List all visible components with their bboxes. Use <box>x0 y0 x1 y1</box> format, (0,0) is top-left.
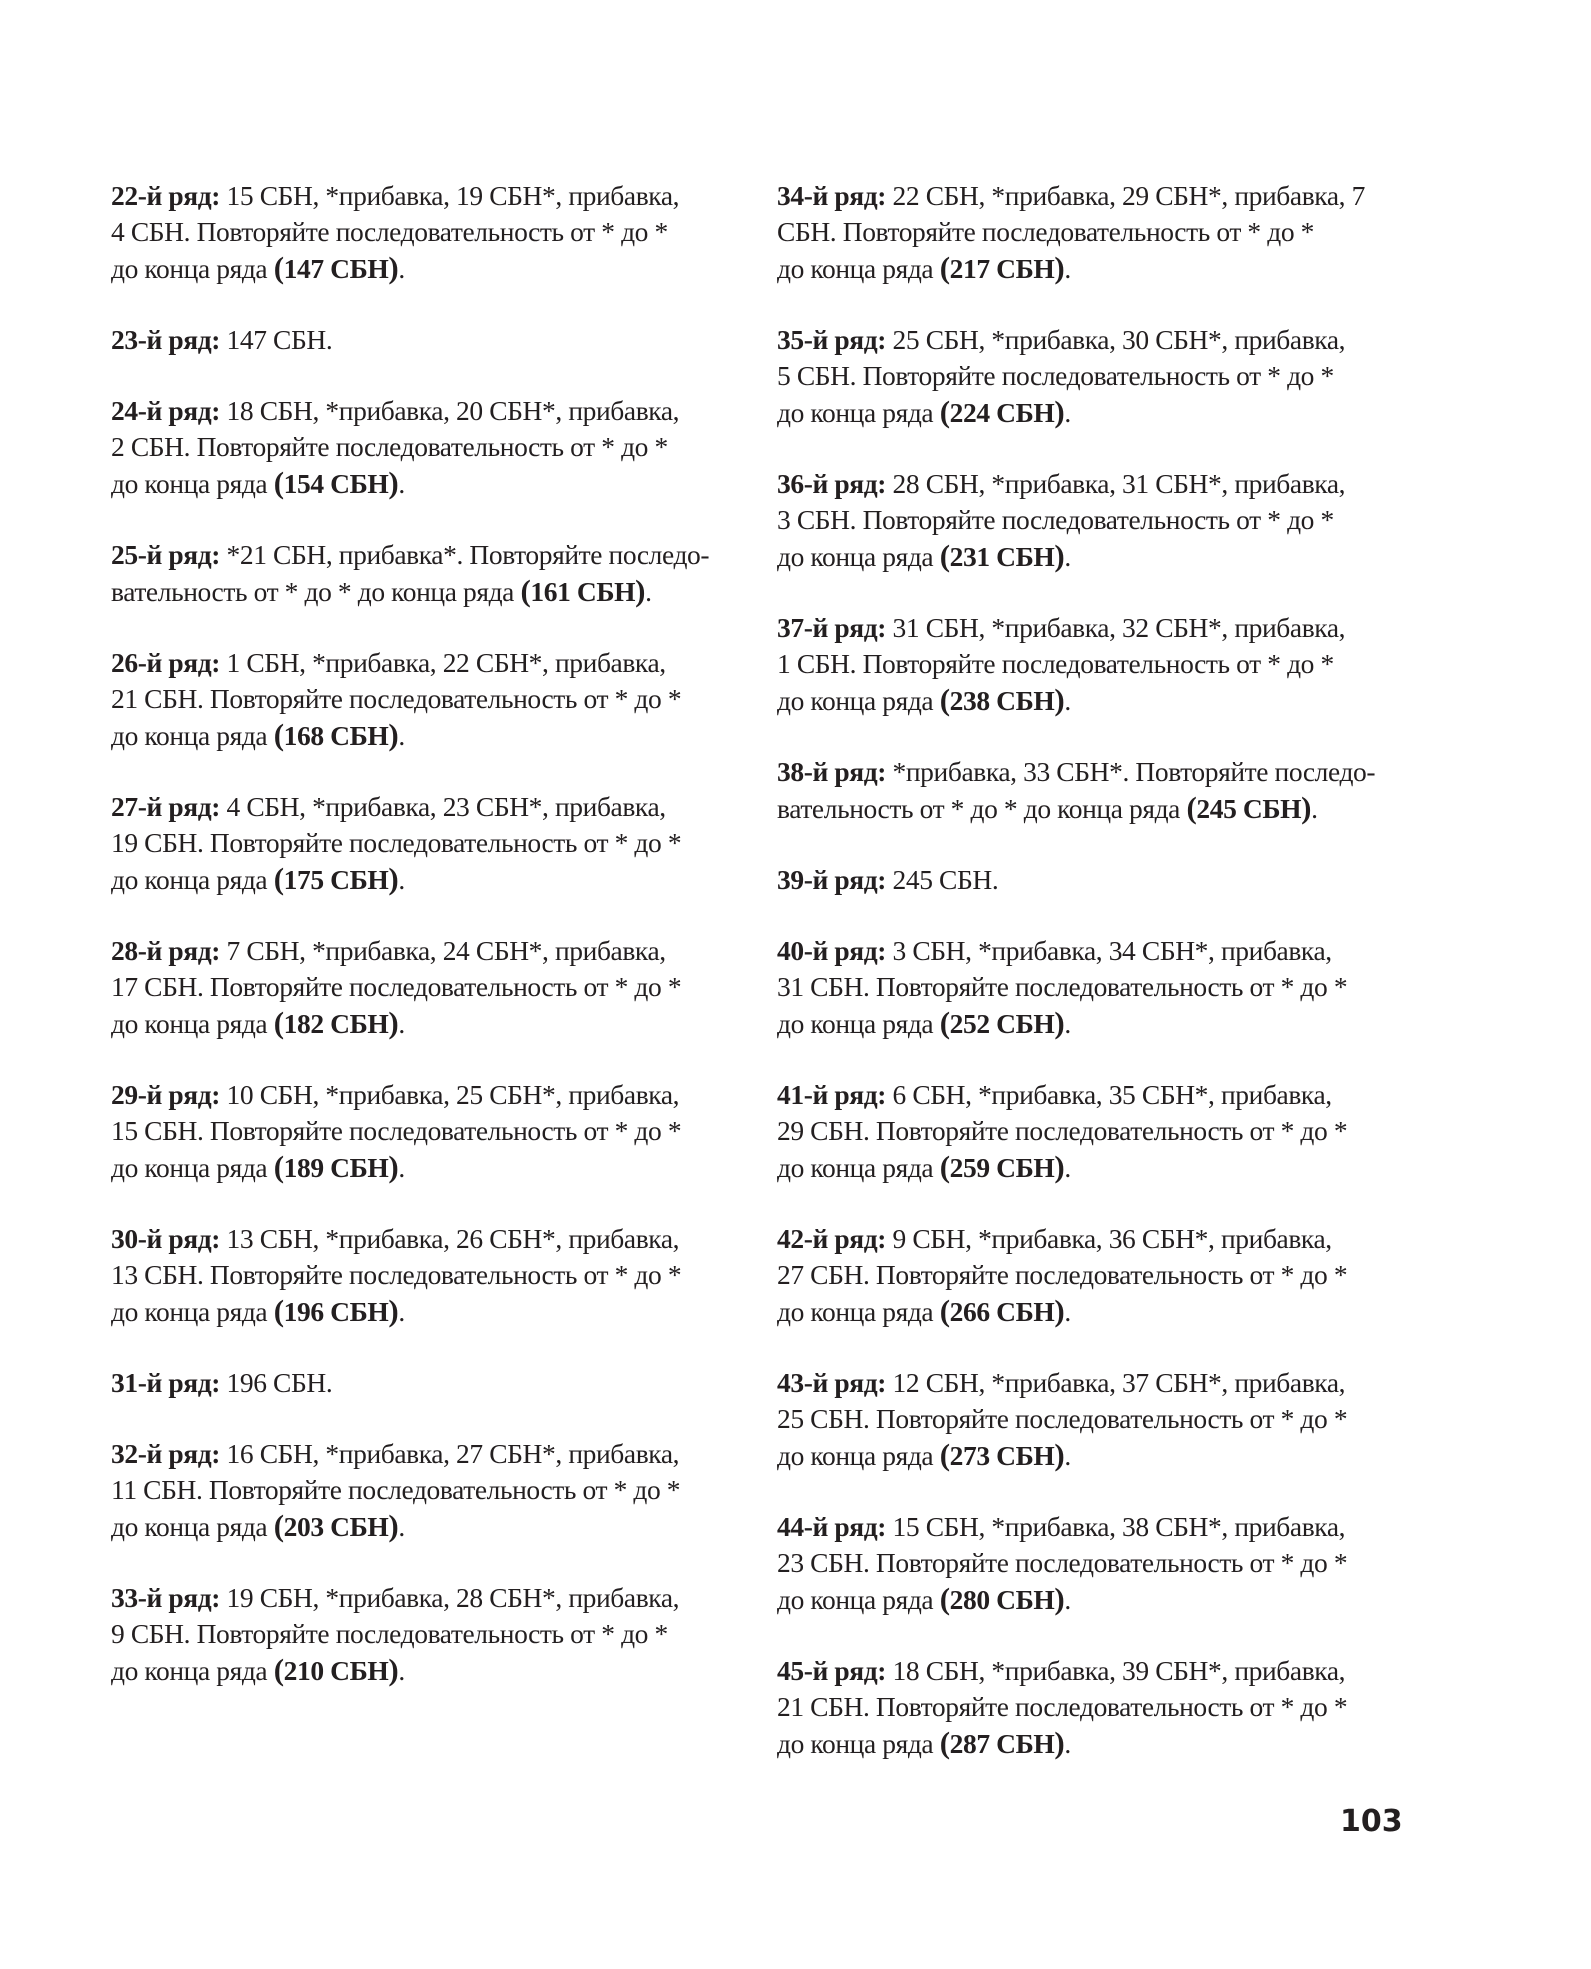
paren-open: ( <box>939 682 950 717</box>
row-end-punct: . <box>1064 1584 1071 1615</box>
stitch-total: 280 СБН <box>949 1584 1055 1615</box>
row-text: 1 СБН, *прибавка, 22 СБН*, прибавка, <box>226 647 666 678</box>
row-instruction <box>111 1436 711 1545</box>
row-text: до конца ряда <box>111 864 274 895</box>
stitch-total: 231 СБН <box>949 541 1055 572</box>
row-text: до конца ряда <box>111 1511 274 1542</box>
instruction-line <box>111 322 711 358</box>
stitch-total: 182 СБН <box>283 1008 389 1039</box>
row-text: до конца ряда <box>777 253 940 284</box>
paren-open: ( <box>273 1293 284 1328</box>
row-label: 31-й ряд: <box>111 1367 221 1398</box>
paren-open: ( <box>273 861 284 896</box>
row-end-punct: . <box>1064 1728 1071 1759</box>
row-text: 12 СБН, *прибавка, 37 СБН*, прибавка, <box>892 1367 1346 1398</box>
row-text: 25 СБН. Повторяйте последовательность от * до * <box>777 1403 1348 1434</box>
paren-close: ) <box>1301 790 1312 825</box>
instruction-line <box>777 1293 1377 1330</box>
row-instruction <box>111 537 711 610</box>
row-text: до конца ряда <box>777 541 940 572</box>
row-label: 37-й ряд: <box>777 612 887 643</box>
instruction-line <box>111 1293 711 1330</box>
paren-close: ) <box>1054 1149 1065 1184</box>
row-text: 21 СБН. Повторяйте последовательность от * до * <box>777 1691 1348 1722</box>
paren-open: ( <box>939 1293 950 1328</box>
row-label: 28-й ряд: <box>111 935 221 966</box>
right-column <box>777 178 1377 1797</box>
paren-open: ( <box>273 1508 284 1543</box>
row-label: 45-й ряд: <box>777 1655 887 1686</box>
stitch-total: 189 СБН <box>283 1152 389 1183</box>
instruction-line <box>777 790 1377 827</box>
instruction-line <box>111 178 711 214</box>
instruction-line <box>777 933 1377 969</box>
row-text: 13 СБН. Повторяйте последовательность от * до * <box>111 1259 682 1290</box>
row-text: 4 СБН. Повторяйте последовательность от * до * <box>111 216 668 247</box>
row-end-punct: . <box>1064 1296 1071 1327</box>
row-label: 41-й ряд: <box>777 1079 887 1110</box>
instruction-line <box>777 1509 1377 1545</box>
instruction-line <box>777 394 1377 431</box>
instruction-line <box>111 250 711 287</box>
row-text: до конца ряда <box>777 1440 940 1471</box>
instruction-line <box>777 1221 1377 1257</box>
row-instruction <box>111 645 711 754</box>
paren-open: ( <box>273 465 284 500</box>
stitch-total: 196 СБН <box>283 1296 389 1327</box>
stitch-total: 245 СБН <box>1196 793 1302 824</box>
row-end-punct: . <box>1064 1008 1071 1039</box>
row-instruction <box>111 1221 711 1330</box>
instruction-line <box>777 969 1377 1005</box>
row-end-punct: . <box>1064 541 1071 572</box>
row-text: 15 СБН, *прибавка, 19 СБН*, прибавка, <box>226 180 680 211</box>
paren-open: ( <box>939 1149 950 1184</box>
paren-close: ) <box>388 1652 399 1687</box>
paren-open: ( <box>273 250 284 285</box>
instruction-line <box>111 1580 711 1616</box>
row-instruction <box>777 1365 1377 1474</box>
row-label: 34-й ряд: <box>777 180 887 211</box>
instruction-line <box>777 466 1377 502</box>
row-label: 25-й ряд: <box>111 539 221 570</box>
instruction-line <box>111 393 711 429</box>
row-end-punct: . <box>398 1655 405 1686</box>
row-instruction <box>777 610 1377 719</box>
row-end-punct: . <box>398 864 405 895</box>
instruction-line <box>111 933 711 969</box>
instruction-line <box>777 754 1377 790</box>
instruction-line <box>111 969 711 1005</box>
stitch-total: 161 СБН <box>530 576 636 607</box>
row-text: 15 СБН. Повторяйте последовательность от * до * <box>111 1115 682 1146</box>
row-end-punct: . <box>1064 397 1071 428</box>
row-text: 23 СБН. Повторяйте последовательность от * до * <box>777 1547 1348 1578</box>
stitch-total: 168 СБН <box>283 720 389 751</box>
paren-open: ( <box>939 1581 950 1616</box>
row-label: 36-й ряд: <box>777 468 887 499</box>
row-text: 245 СБН. <box>892 864 999 895</box>
paren-close: ) <box>1054 538 1065 573</box>
row-label: 44-й ряд: <box>777 1511 887 1542</box>
paren-open: ( <box>273 1149 284 1184</box>
row-text: 7 СБН, *прибавка, 24 СБН*, прибавка, <box>226 935 666 966</box>
row-text: 9 СБН. Повторяйте последовательность от * до * <box>111 1618 668 1649</box>
row-end-punct: . <box>1064 685 1071 716</box>
row-text: вательность от * до * до конца ряда <box>777 793 1187 824</box>
row-label: 27-й ряд: <box>111 791 221 822</box>
instruction-line <box>111 1616 711 1652</box>
instruction-line <box>111 1077 711 1113</box>
row-instruction <box>111 322 711 358</box>
paren-close: ) <box>635 573 646 608</box>
stitch-total: 266 СБН <box>949 1296 1055 1327</box>
row-text: 6 СБН, *прибавка, 35 СБН*, прибавка, <box>892 1079 1332 1110</box>
row-text: до конца ряда <box>777 1152 940 1183</box>
instruction-line <box>777 1545 1377 1581</box>
stitch-total: 287 СБН <box>949 1728 1055 1759</box>
row-text: до конца ряда <box>777 397 940 428</box>
row-end-punct: . <box>398 1008 405 1039</box>
row-text: 3 СБН. Повторяйте последовательность от * до * <box>777 504 1334 535</box>
row-instruction <box>777 933 1377 1042</box>
instruction-line <box>111 573 711 610</box>
paren-close: ) <box>388 465 399 500</box>
row-text: до конца ряда <box>777 685 940 716</box>
page-number: 103 <box>1340 1804 1403 1839</box>
instruction-line <box>777 1005 1377 1042</box>
paren-close: ) <box>388 1293 399 1328</box>
row-instruction <box>777 754 1377 827</box>
row-text: 16 СБН, *прибавка, 27 СБН*, прибавка, <box>226 1438 680 1469</box>
paren-close: ) <box>1054 1437 1065 1472</box>
instruction-line <box>777 1401 1377 1437</box>
instruction-line <box>111 789 711 825</box>
row-text: СБН. Повторяйте последовательность от * до * <box>777 216 1315 247</box>
instruction-line <box>111 717 711 754</box>
row-label: 23-й ряд: <box>111 324 221 355</box>
row-text: 2 СБН. Повторяйте последовательность от * до * <box>111 431 668 462</box>
stitch-total: 175 СБН <box>283 864 389 895</box>
row-end-punct: . <box>398 1152 405 1183</box>
paren-close: ) <box>388 250 399 285</box>
instruction-line <box>111 1005 711 1042</box>
row-label: 26-й ряд: <box>111 647 221 678</box>
paren-close: ) <box>388 1005 399 1040</box>
row-text: 17 СБН. Повторяйте последовательность от * до * <box>111 971 682 1002</box>
instruction-line <box>777 862 1377 898</box>
paren-close: ) <box>388 1508 399 1543</box>
row-text: до конца ряда <box>777 1584 940 1615</box>
instruction-line <box>111 861 711 898</box>
row-label: 32-й ряд: <box>111 1438 221 1469</box>
paren-close: ) <box>1054 1293 1065 1328</box>
instruction-line <box>111 645 711 681</box>
paren-close: ) <box>1054 394 1065 429</box>
instruction-line <box>111 429 711 465</box>
instruction-line <box>111 465 711 502</box>
instruction-line <box>777 682 1377 719</box>
paren-close: ) <box>1054 1005 1065 1040</box>
instruction-line <box>111 681 711 717</box>
row-text: до конца ряда <box>777 1008 940 1039</box>
paren-close: ) <box>388 861 399 896</box>
row-label: 35-й ряд: <box>777 324 887 355</box>
row-text: 1 СБН. Повторяйте последовательность от * до * <box>777 648 1334 679</box>
row-instruction <box>111 1365 711 1401</box>
instruction-line <box>777 1113 1377 1149</box>
row-text: 31 СБН. Повторяйте последовательность от * до * <box>777 971 1348 1002</box>
row-text: 196 СБН. <box>226 1367 333 1398</box>
instruction-line <box>777 1365 1377 1401</box>
paren-close: ) <box>388 717 399 752</box>
stitch-total: 224 СБН <box>949 397 1055 428</box>
row-end-punct: . <box>1064 1152 1071 1183</box>
row-text: *21 СБН, прибавка*. Повторяйте последо- <box>226 539 710 570</box>
row-text: 18 СБН, *прибавка, 39 СБН*, прибавка, <box>892 1655 1346 1686</box>
stitch-total: 210 СБН <box>283 1655 389 1686</box>
row-text: 25 СБН, *прибавка, 30 СБН*, прибавка, <box>892 324 1346 355</box>
paren-open: ( <box>939 394 950 429</box>
row-instruction <box>111 393 711 502</box>
row-text: 13 СБН, *прибавка, 26 СБН*, прибавка, <box>226 1223 680 1254</box>
row-instruction <box>111 1580 711 1689</box>
instruction-line <box>111 1149 711 1186</box>
instruction-line <box>111 1257 711 1293</box>
row-instruction <box>777 1653 1377 1762</box>
stitch-total: 203 СБН <box>283 1511 389 1542</box>
instruction-line <box>111 825 711 861</box>
stitch-total: 273 СБН <box>949 1440 1055 1471</box>
row-label: 33-й ряд: <box>111 1582 221 1613</box>
instruction-line <box>777 1437 1377 1474</box>
row-instruction <box>111 1077 711 1186</box>
row-text: до конца ряда <box>111 1008 274 1039</box>
row-text: до конца ряда <box>111 1655 274 1686</box>
row-end-punct: . <box>398 1296 405 1327</box>
instruction-line <box>111 1365 711 1401</box>
row-text: до конца ряда <box>777 1296 940 1327</box>
stitch-total: 238 СБН <box>949 685 1055 716</box>
instruction-line <box>777 1149 1377 1186</box>
paren-close: ) <box>1054 1581 1065 1616</box>
instruction-line <box>777 1689 1377 1725</box>
paren-open: ( <box>273 717 284 752</box>
instruction-line <box>777 1581 1377 1618</box>
row-end-punct: . <box>1064 1440 1071 1471</box>
row-text: 4 СБН, *прибавка, 23 СБН*, прибавка, <box>226 791 666 822</box>
paren-open: ( <box>273 1652 284 1687</box>
instruction-line <box>111 1472 711 1508</box>
row-text: до конца ряда <box>111 468 274 499</box>
paren-close: ) <box>1054 250 1065 285</box>
row-instruction <box>777 862 1377 898</box>
row-label: 30-й ряд: <box>111 1223 221 1254</box>
stitch-total: 252 СБН <box>949 1008 1055 1039</box>
row-label: 40-й ряд: <box>777 935 887 966</box>
row-label: 43-й ряд: <box>777 1367 887 1398</box>
instruction-line <box>111 1652 711 1689</box>
row-text: до конца ряда <box>111 1296 274 1327</box>
row-instruction <box>777 322 1377 431</box>
paren-open: ( <box>273 1005 284 1040</box>
left-column <box>111 178 711 1724</box>
instruction-line <box>777 178 1377 214</box>
row-text: 15 СБН, *прибавка, 38 СБН*, прибавка, <box>892 1511 1346 1542</box>
instruction-line <box>777 250 1377 287</box>
row-instruction <box>111 789 711 898</box>
row-text: 28 СБН, *прибавка, 31 СБН*, прибавка, <box>892 468 1346 499</box>
row-text: 5 СБН. Повторяйте последовательность от * до * <box>777 360 1334 391</box>
row-end-punct: . <box>1064 253 1071 284</box>
instruction-line <box>777 1077 1377 1113</box>
instruction-line <box>777 358 1377 394</box>
row-end-punct: . <box>1311 793 1318 824</box>
row-end-punct: . <box>398 720 405 751</box>
paren-open: ( <box>939 250 950 285</box>
row-text: 10 СБН, *прибавка, 25 СБН*, прибавка, <box>226 1079 680 1110</box>
paren-open: ( <box>939 1725 950 1760</box>
row-end-punct: . <box>645 576 652 607</box>
row-label: 22-й ряд: <box>111 180 221 211</box>
row-instruction <box>777 178 1377 287</box>
row-instruction <box>111 178 711 287</box>
row-text: 9 СБН, *прибавка, 36 СБН*, прибавка, <box>892 1223 1332 1254</box>
row-text: 3 СБН, *прибавка, 34 СБН*, прибавка, <box>892 935 1332 966</box>
row-text: 31 СБН, *прибавка, 32 СБН*, прибавка, <box>892 612 1346 643</box>
instruction-line <box>111 214 711 250</box>
row-text: 27 СБН. Повторяйте последовательность от * до * <box>777 1259 1348 1290</box>
row-label: 39-й ряд: <box>777 864 887 895</box>
row-end-punct: . <box>398 1511 405 1542</box>
row-text: до конца ряда <box>777 1728 940 1759</box>
row-instruction <box>777 1221 1377 1330</box>
row-text: до конца ряда <box>111 253 274 284</box>
row-text: до конца ряда <box>111 720 274 751</box>
instruction-line <box>777 610 1377 646</box>
row-instruction <box>777 1509 1377 1618</box>
paren-close: ) <box>1054 1725 1065 1760</box>
row-label: 42-й ряд: <box>777 1223 887 1254</box>
row-label: 24-й ряд: <box>111 395 221 426</box>
instruction-line <box>111 1508 711 1545</box>
instruction-line <box>777 1257 1377 1293</box>
row-label: 29-й ряд: <box>111 1079 221 1110</box>
instruction-line <box>111 1436 711 1472</box>
row-instruction <box>777 1077 1377 1186</box>
instruction-line <box>111 1221 711 1257</box>
row-text: 19 СБН, *прибавка, 28 СБН*, прибавка, <box>226 1582 680 1613</box>
paren-open: ( <box>939 1005 950 1040</box>
row-label: 38-й ряд: <box>777 756 887 787</box>
row-text: 21 СБН. Повторяйте последовательность от * до * <box>111 683 682 714</box>
row-text: 11 СБН. Повторяйте последовательность от * до * <box>111 1474 681 1505</box>
instruction-line <box>777 214 1377 250</box>
stitch-total: 217 СБН <box>949 253 1055 284</box>
row-text: *прибавка, 33 СБН*. Повторяйте последо- <box>892 756 1376 787</box>
paren-open: ( <box>939 538 950 573</box>
row-end-punct: . <box>398 253 405 284</box>
row-text: вательность от * до * до конца ряда <box>111 576 521 607</box>
instruction-line <box>111 1113 711 1149</box>
instruction-line <box>777 1653 1377 1689</box>
row-text: 147 СБН. <box>226 324 333 355</box>
stitch-total: 259 СБН <box>949 1152 1055 1183</box>
instruction-line <box>777 538 1377 575</box>
paren-open: ( <box>1186 790 1197 825</box>
row-text: 29 СБН. Повторяйте последовательность от * до * <box>777 1115 1348 1146</box>
stitch-total: 154 СБН <box>283 468 389 499</box>
row-instruction <box>111 933 711 1042</box>
row-text: 22 СБН, *прибавка, 29 СБН*, прибавка, 7 <box>892 180 1365 211</box>
instruction-line <box>777 646 1377 682</box>
instruction-line <box>777 322 1377 358</box>
paren-close: ) <box>1054 682 1065 717</box>
paren-open: ( <box>939 1437 950 1472</box>
row-text: 19 СБН. Повторяйте последовательность от * до * <box>111 827 682 858</box>
row-text: 18 СБН, *прибавка, 20 СБН*, прибавка, <box>226 395 680 426</box>
row-end-punct: . <box>398 468 405 499</box>
stitch-total: 147 СБН <box>283 253 389 284</box>
row-instruction <box>777 466 1377 575</box>
paren-open: ( <box>520 573 531 608</box>
instruction-line <box>111 537 711 573</box>
paren-close: ) <box>388 1149 399 1184</box>
row-text: до конца ряда <box>111 1152 274 1183</box>
instruction-line <box>777 502 1377 538</box>
instruction-line <box>777 1725 1377 1762</box>
